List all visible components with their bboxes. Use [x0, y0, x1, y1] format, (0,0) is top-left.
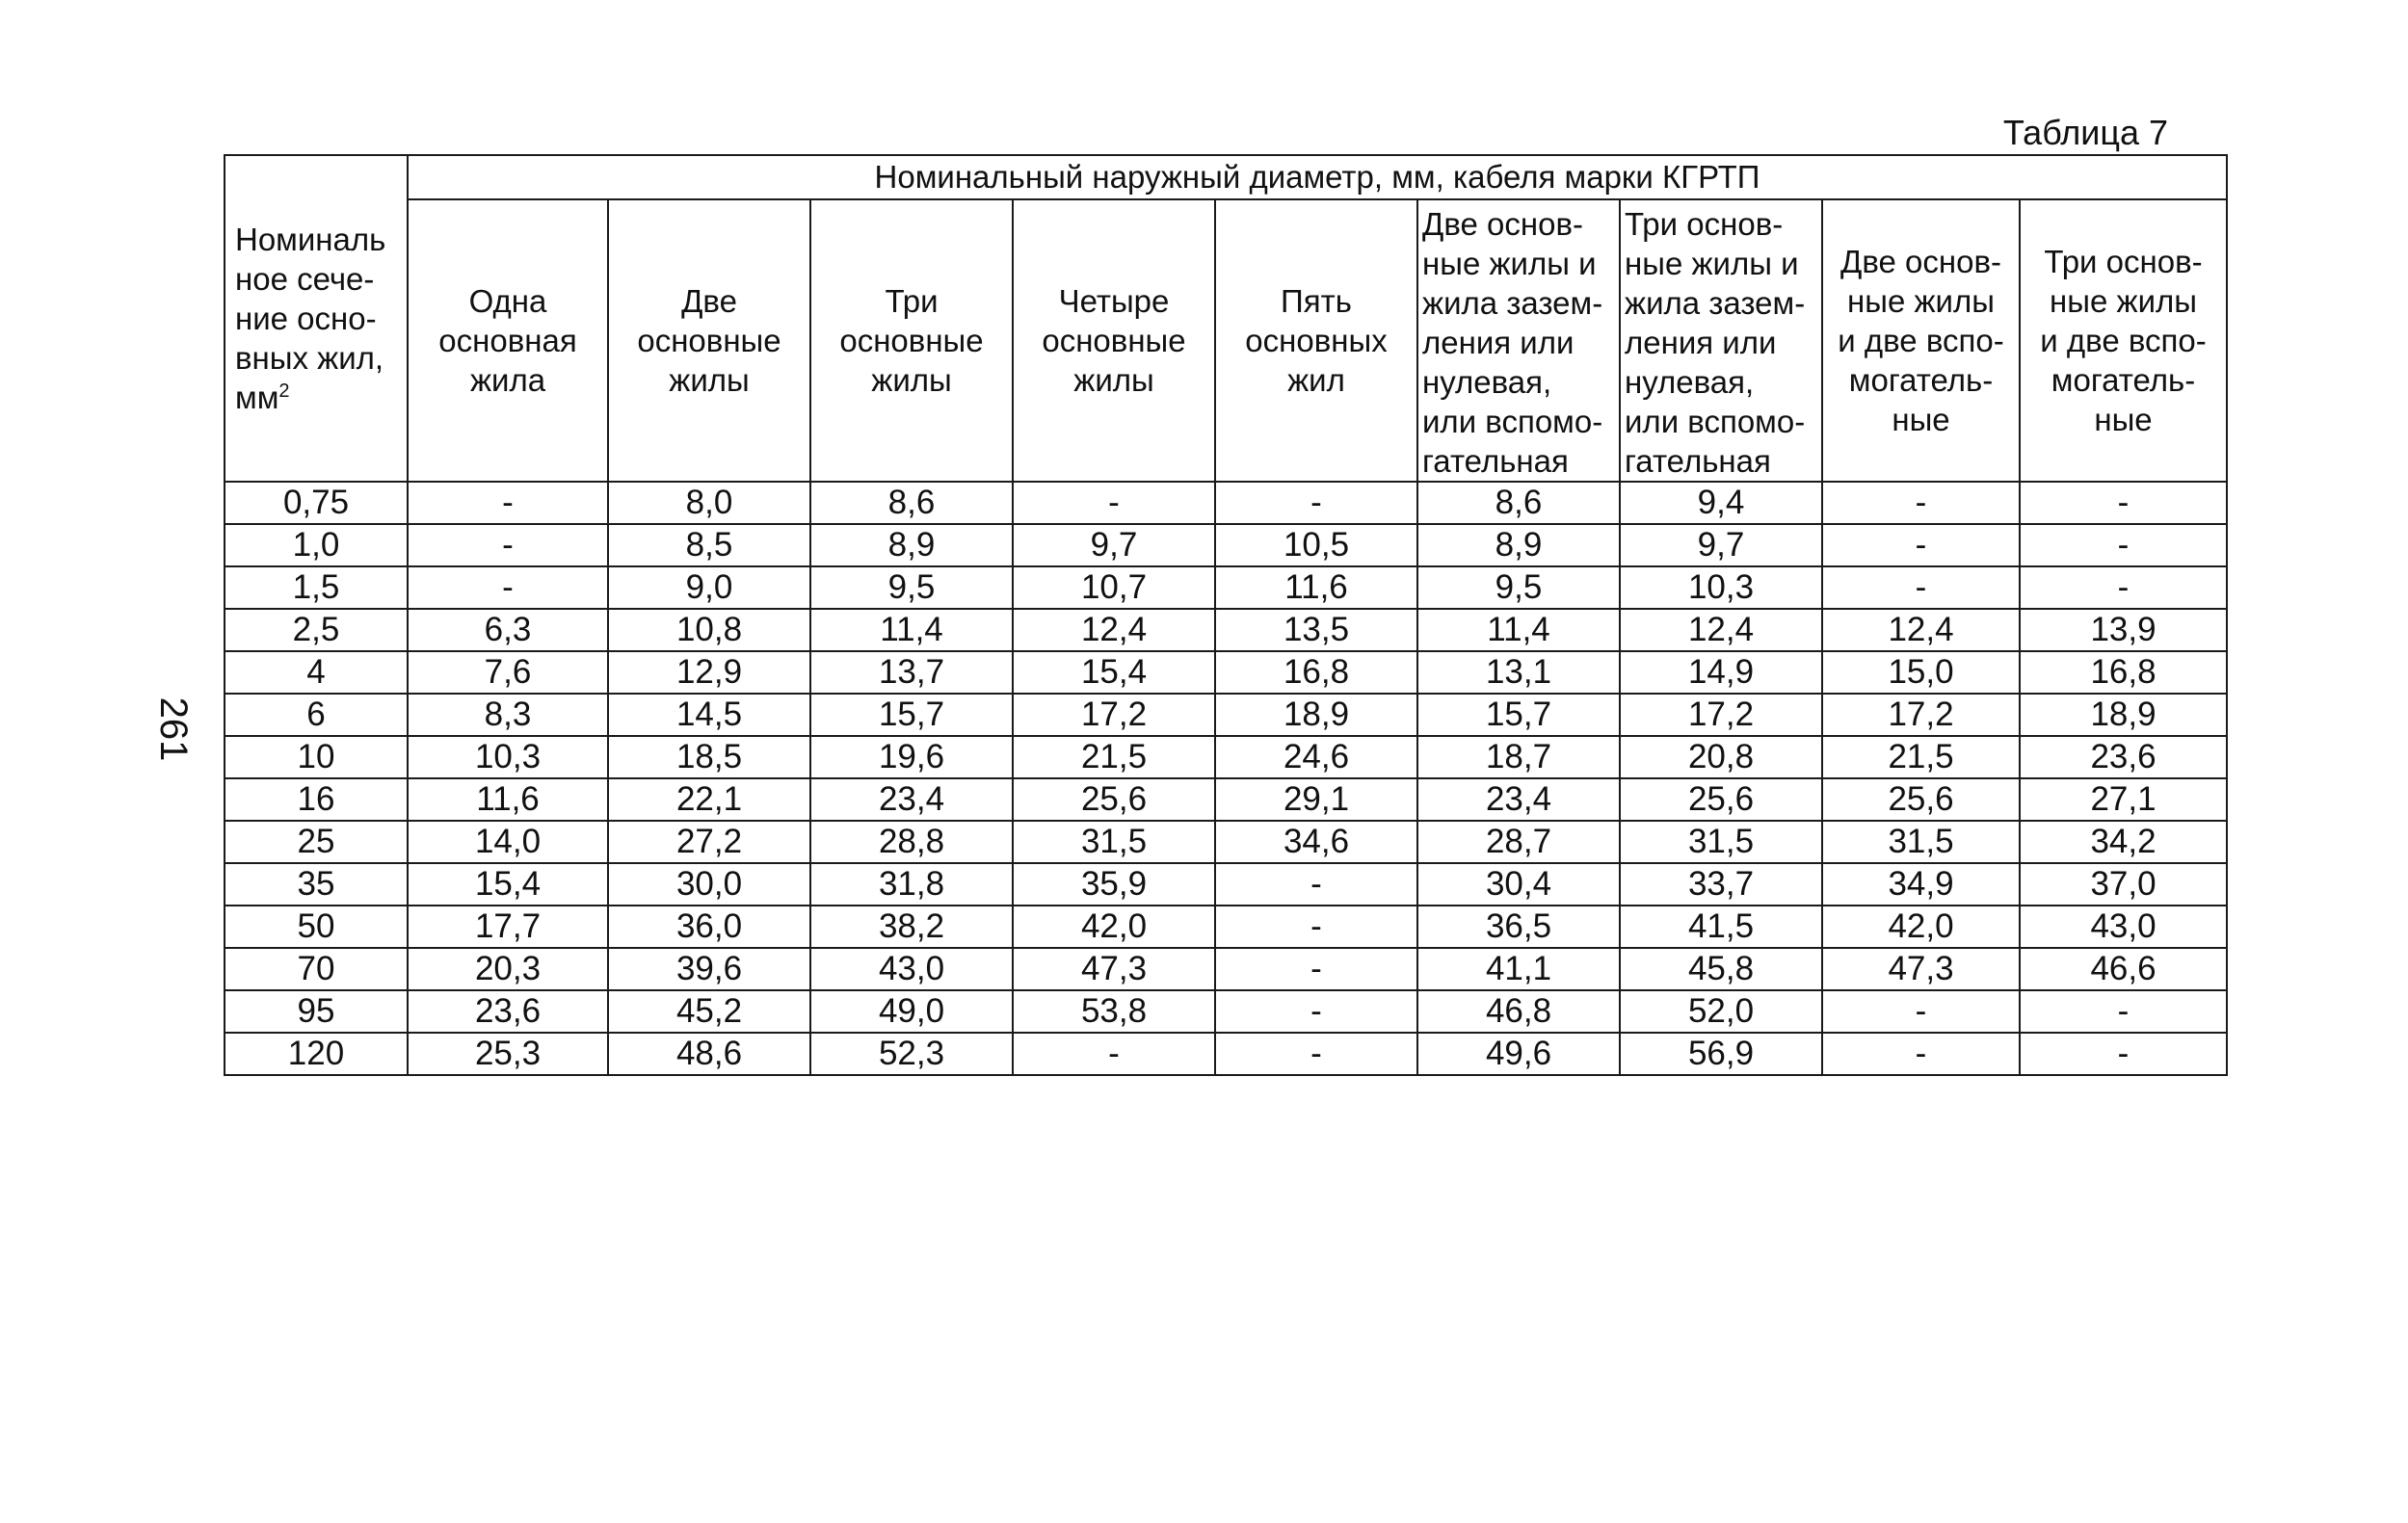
cross-section-cell: 2,5	[225, 609, 408, 651]
table-caption: Таблица 7	[2002, 113, 2168, 152]
table-row	[225, 566, 2227, 609]
diameter-cell: -	[2020, 990, 2227, 1033]
diameter-cell: 23,4	[1417, 778, 1620, 821]
diameter-cell: -	[1822, 1033, 2020, 1075]
cross-section-cell: 1,0	[225, 524, 408, 566]
diameter-cell: 31,5	[1013, 821, 1215, 863]
diameter-cell: 17,2	[1822, 694, 2020, 736]
cross-section-cell: 70	[225, 948, 408, 990]
diameter-cell: 11,6	[1215, 566, 1417, 609]
table-row	[225, 906, 2227, 948]
table-body	[225, 482, 2227, 1075]
diameter-cell: -	[2020, 566, 2227, 609]
diameter-cell: 41,1	[1417, 948, 1620, 990]
row-header-superscript: 2	[278, 381, 290, 402]
table-row	[225, 524, 2227, 566]
diameter-cell: 9,4	[1620, 482, 1822, 524]
diameter-cell: 27,2	[608, 821, 810, 863]
diameter-cell: 16,8	[2020, 651, 2227, 694]
diameter-cell: -	[1215, 990, 1417, 1033]
table-row	[225, 482, 2227, 524]
column-header-three-cores-plus-ground: Три основ- ные жилы и жила зазем- ления или нулевая, или вспомо- гательная	[1620, 199, 1822, 482]
diameter-cell: 33,7	[1620, 863, 1822, 906]
diameter-cell: 8,6	[810, 482, 1013, 524]
table-row	[225, 651, 2227, 694]
column-header-three-cores: Три основные жилы	[810, 199, 1013, 482]
diameter-cell: 25,6	[1013, 778, 1215, 821]
diameter-cell: 15,7	[1417, 694, 1620, 736]
table-row	[225, 694, 2227, 736]
diameter-cell: -	[2020, 482, 2227, 524]
diameter-cell: 18,9	[1215, 694, 1417, 736]
diameter-cell: 46,8	[1417, 990, 1620, 1033]
diameter-cell: 31,5	[1620, 821, 1822, 863]
table-row	[225, 821, 2227, 863]
diameter-cell: 45,2	[608, 990, 810, 1033]
column-header-five-cores: Пять основных жил	[1215, 199, 1417, 482]
diameter-cell: 39,6	[608, 948, 810, 990]
cross-section-cell: 95	[225, 990, 408, 1033]
diameter-cell: 20,3	[408, 948, 608, 990]
diameter-cell: 18,5	[608, 736, 810, 778]
diameter-cell: 12,4	[1822, 609, 2020, 651]
diameter-cell: 52,0	[1620, 990, 1822, 1033]
diameter-cell: 42,0	[1822, 906, 2020, 948]
diameter-cell: 9,7	[1013, 524, 1215, 566]
diameter-cell: -	[1215, 482, 1417, 524]
diameter-cell: 15,7	[810, 694, 1013, 736]
diameter-cell: 9,0	[608, 566, 810, 609]
diameter-cell: 9,5	[1417, 566, 1620, 609]
diameter-cell: 31,5	[1822, 821, 2020, 863]
row-header-cross-section	[225, 155, 408, 482]
diameter-cell: 15,4	[408, 863, 608, 906]
diameter-cell: 10,7	[1013, 566, 1215, 609]
diameter-cell: 9,7	[1620, 524, 1822, 566]
diameter-cell: 9,5	[810, 566, 1013, 609]
diameter-cell: 49,6	[1417, 1033, 1620, 1075]
diameter-cell: 24,6	[1215, 736, 1417, 778]
diameter-cell: 23,4	[810, 778, 1013, 821]
diameter-cell: 53,8	[1013, 990, 1215, 1033]
diameter-cell: 18,9	[2020, 694, 2227, 736]
row-header-text: Номиналь ное сече- ние осно- вных жил, мм	[235, 222, 386, 415]
diameter-cell: 13,1	[1417, 651, 1620, 694]
diameter-cell: 27,1	[2020, 778, 2227, 821]
diameter-cell: 43,0	[810, 948, 1013, 990]
diameter-cell: 21,5	[1013, 736, 1215, 778]
diameter-cell: 11,6	[408, 778, 608, 821]
diameter-cell: 11,4	[810, 609, 1013, 651]
diameter-cell: 36,5	[1417, 906, 1620, 948]
diameter-cell: 28,8	[810, 821, 1013, 863]
diameter-cell: 17,7	[408, 906, 608, 948]
table-row	[225, 863, 2227, 906]
diameter-cell: 14,0	[408, 821, 608, 863]
table-row	[225, 1033, 2227, 1075]
diameter-cell: 15,4	[1013, 651, 1215, 694]
diameter-cell: 43,0	[2020, 906, 2227, 948]
diameter-cell: -	[1822, 482, 2020, 524]
diameter-cell: 52,3	[810, 1033, 1013, 1075]
diameter-cell: 13,7	[810, 651, 1013, 694]
diameter-cell: 36,0	[608, 906, 810, 948]
diameter-cell: 34,9	[1822, 863, 2020, 906]
diameter-cell: 14,5	[608, 694, 810, 736]
diameter-cell: 8,9	[810, 524, 1013, 566]
cross-section-cell: 4	[225, 651, 408, 694]
diameter-cell: 13,5	[1215, 609, 1417, 651]
diameter-cell: -	[1215, 863, 1417, 906]
diameter-cell: 6,3	[408, 609, 608, 651]
column-header-one-core: Одна основная жила	[408, 199, 608, 482]
column-header-three-cores-two-aux: Три основ- ные жилы и две вспо- могатель- ные	[2020, 199, 2227, 482]
diameter-cell: 15,0	[1822, 651, 2020, 694]
diameter-cell: 8,5	[608, 524, 810, 566]
column-header-two-cores-two-aux: Две основ- ные жилы и две вспо- могатель- ные	[1822, 199, 2020, 482]
diameter-cell: -	[408, 482, 608, 524]
group-header-outer-diameter: Номинальный наружный диаметр, мм, кабеля марки КГРТП	[408, 155, 2227, 199]
diameter-cell: 46,6	[2020, 948, 2227, 990]
diameter-cell: 10,5	[1215, 524, 1417, 566]
table-row	[225, 778, 2227, 821]
diameter-cell: 8,3	[408, 694, 608, 736]
diameter-cell: 17,2	[1620, 694, 1822, 736]
diameter-cell: 30,0	[608, 863, 810, 906]
diameter-cell: 29,1	[1215, 778, 1417, 821]
cross-section-cell: 25	[225, 821, 408, 863]
diameter-cell: 23,6	[408, 990, 608, 1033]
diameter-cell: 41,5	[1620, 906, 1822, 948]
diameter-cell: -	[1215, 1033, 1417, 1075]
page-number: 261	[152, 696, 195, 762]
diameter-cell: 11,4	[1417, 609, 1620, 651]
diameter-cell: 10,8	[608, 609, 810, 651]
diameter-cell: 42,0	[1013, 906, 1215, 948]
diameter-cell: 18,7	[1417, 736, 1620, 778]
cross-section-cell: 0,75	[225, 482, 408, 524]
diameter-cell: 34,2	[2020, 821, 2227, 863]
column-header-two-cores-plus-ground: Две основ- ные жилы и жила зазем- ления или нулевая, или вспомо- гательная	[1417, 199, 1620, 482]
cross-section-cell: 50	[225, 906, 408, 948]
column-header-two-cores: Две основные жилы	[608, 199, 810, 482]
diameter-cell: 25,6	[1620, 778, 1822, 821]
diameter-cell: 12,9	[608, 651, 810, 694]
diameter-cell: 38,2	[810, 906, 1013, 948]
diameter-cell: -	[2020, 524, 2227, 566]
diameter-cell: 31,8	[810, 863, 1013, 906]
diameter-cell: 45,8	[1620, 948, 1822, 990]
diameter-cell: 47,3	[1013, 948, 1215, 990]
diameter-cell: 49,0	[810, 990, 1013, 1033]
diameter-cell: 16,8	[1215, 651, 1417, 694]
diameter-cell: 34,6	[1215, 821, 1417, 863]
diameter-cell: 19,6	[810, 736, 1013, 778]
cross-section-cell: 16	[225, 778, 408, 821]
diameter-cell: 47,3	[1822, 948, 2020, 990]
diameter-cell: -	[1822, 990, 2020, 1033]
diameter-cell: 37,0	[2020, 863, 2227, 906]
diameter-cell: 14,9	[1620, 651, 1822, 694]
diameter-cell: 56,9	[1620, 1033, 1822, 1075]
diameter-cell: 13,9	[2020, 609, 2227, 651]
diameter-cell: 10,3	[408, 736, 608, 778]
diameter-cell: 25,3	[408, 1033, 608, 1075]
diameter-cell: -	[408, 524, 608, 566]
table-row	[225, 948, 2227, 990]
diameter-cell: -	[408, 566, 608, 609]
diameter-cell: 21,5	[1822, 736, 2020, 778]
diameter-cell: -	[2020, 1033, 2227, 1075]
diameter-cell: 8,6	[1417, 482, 1620, 524]
diameter-cell: 28,7	[1417, 821, 1620, 863]
cross-section-cell: 10	[225, 736, 408, 778]
diameter-cell: 12,4	[1620, 609, 1822, 651]
diameter-cell: 17,2	[1013, 694, 1215, 736]
cross-section-cell: 35	[225, 863, 408, 906]
diameter-cell: 7,6	[408, 651, 608, 694]
diameter-cell: -	[1822, 524, 2020, 566]
cross-section-cell: 6	[225, 694, 408, 736]
diameter-cell: 10,3	[1620, 566, 1822, 609]
diameter-cell: 12,4	[1013, 609, 1215, 651]
diameter-cell: 8,9	[1417, 524, 1620, 566]
diameter-cell: 8,0	[608, 482, 810, 524]
cable-diameter-table	[224, 154, 2228, 1076]
cross-section-cell: 1,5	[225, 566, 408, 609]
diameter-cell: 20,8	[1620, 736, 1822, 778]
diameter-cell: -	[1013, 1033, 1215, 1075]
diameter-cell: 22,1	[608, 778, 810, 821]
diameter-cell: 48,6	[608, 1033, 810, 1075]
diameter-cell: 35,9	[1013, 863, 1215, 906]
diameter-cell: -	[1215, 906, 1417, 948]
table-row	[225, 990, 2227, 1033]
diameter-cell: -	[1215, 948, 1417, 990]
diameter-cell: 23,6	[2020, 736, 2227, 778]
diameter-cell: -	[1013, 482, 1215, 524]
cross-section-cell: 120	[225, 1033, 408, 1075]
diameter-cell: 25,6	[1822, 778, 2020, 821]
diameter-cell: -	[1822, 566, 2020, 609]
table-row	[225, 736, 2227, 778]
diameter-cell: 30,4	[1417, 863, 1620, 906]
table-row	[225, 609, 2227, 651]
column-header-four-cores: Четыре основные жилы	[1013, 199, 1215, 482]
